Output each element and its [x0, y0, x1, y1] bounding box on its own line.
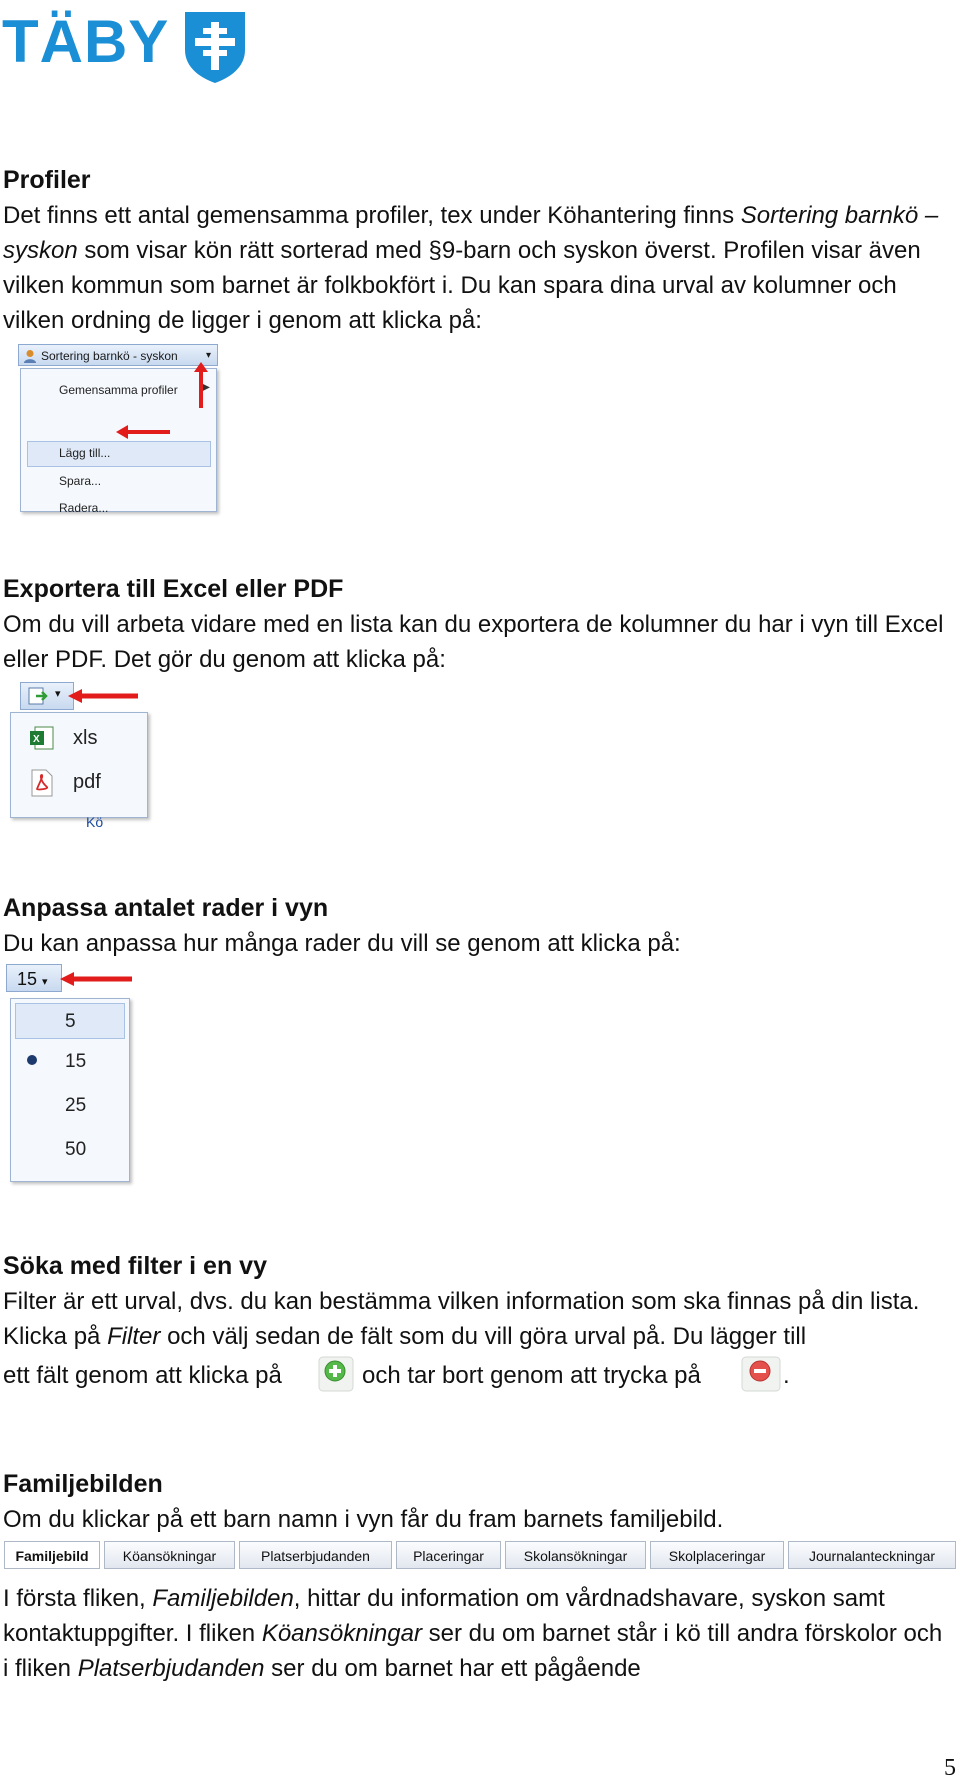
selected-bullet-icon [27, 1055, 37, 1065]
familj-paragraph-2 [3, 1581, 953, 1686]
export-button[interactable] [20, 682, 74, 710]
profile-dropdown-button[interactable] [18, 344, 218, 366]
familj-p2-b: Familjebilden [152, 1585, 294, 1612]
familj-p2-d: Köansökningar [261, 1620, 422, 1647]
menu-item-spara[interactable]: Spara... [59, 474, 102, 488]
menu-item-radera[interactable]: Radera... [59, 501, 109, 515]
profiler-text-a: Det finns ett antal gemensamma profiler, tex under Köhantering finns [3, 202, 741, 229]
profile-menu-screenshot [8, 340, 220, 515]
svg-text:X: X [33, 734, 40, 745]
filter-line-2 [3, 1358, 282, 1393]
column-header-ko: Kö [86, 814, 104, 830]
heading-familjebilden: Familjebilden [3, 1470, 163, 1498]
heading-exportera: Exportera till Excel eller PDF [3, 575, 344, 603]
familj-p2-g: ser du om barnet har ett pågående [264, 1655, 641, 1682]
rows-item-50[interactable]: 50 [65, 1139, 87, 1160]
filter-text-italic: Filter [107, 1323, 161, 1350]
profiler-paragraph [3, 198, 953, 338]
chevron-down-icon: ▾ [55, 688, 61, 700]
tab-familjebild[interactable]: Familjebild [4, 1541, 100, 1569]
profile-button-label: Sortering barnkö - syskon [41, 349, 178, 363]
heading-profiler: Profiler [3, 166, 91, 194]
familj-p2-c: , hittar du information om vårdnadshavare, syskon samt kontaktuppgifter. I fliken [3, 1585, 885, 1647]
profile-dropdown-menu [20, 368, 217, 515]
rows-item-15[interactable]: 15 [65, 1051, 87, 1072]
rows-item-5[interactable]: 5 [65, 1011, 76, 1032]
submenu-arrow-icon: ▶ [202, 382, 210, 393]
tab-skolplaceringar[interactable]: Skolplaceringar [650, 1541, 784, 1569]
filter-text-3: och välj sedan de fält som du vill göra urval på. Du lägger till [160, 1323, 807, 1350]
family-tabs-bar [4, 1541, 958, 1573]
filter-period: . [783, 1362, 790, 1389]
profiler-text-c: som visar kön rätt sorterad med §9-barn och syskon överst. Profilen visar även vilken kommun som barnet är folkbokfört i. Du kan spara dina urval av kolumner och vilken ordning de ligger i genom att klicka på: [3, 237, 921, 334]
red-arrow-up-icon [194, 362, 208, 408]
pdf-icon [29, 769, 55, 797]
anpassa-text: Du kan anpassa hur många rader du vill se genom att klicka på: [3, 930, 681, 957]
rows-dropdown-menu [10, 998, 130, 1182]
familj-p2-e: ser du om barnet står i kö till andra förskolor och i fliken [3, 1620, 943, 1682]
taby-logo-text: TÄBY [2, 8, 170, 75]
tab-platserbjudanden[interactable]: Platserbjudanden [239, 1541, 392, 1569]
rows-button-label: 15 [17, 969, 38, 989]
filter-text-4: ett fält genom att klicka på [3, 1362, 282, 1389]
add-field-icon [318, 1356, 354, 1392]
remove-field-icon [741, 1356, 781, 1392]
profiler-text-italic: Sortering barnkö – syskon [3, 202, 939, 264]
filter-text-5: och tar bort genom att trycka på [362, 1362, 701, 1389]
heading-filter: Söka med filter i en vy [3, 1252, 267, 1280]
rows-menu-screenshot [4, 962, 134, 1184]
filter-text-1: Filter är ett urval, dvs. du kan bestämma vilken information som ska finnas på din lista. Klicka på [3, 1288, 920, 1350]
excel-icon [29, 725, 55, 751]
tab-placeringar[interactable]: Placeringar [396, 1541, 501, 1569]
user-icon [23, 349, 37, 363]
export-dropdown-menu [10, 712, 148, 818]
menu-item-lagg-till[interactable]: Lägg till... [59, 446, 111, 460]
chevron-down-icon: ▾ [42, 976, 48, 988]
export-icon [28, 687, 48, 705]
red-arrow-left-icon [116, 425, 170, 439]
familj-p2-a: I första fliken, [3, 1585, 153, 1612]
filter-paragraph [3, 1284, 953, 1354]
red-arrow-left-icon [60, 972, 132, 986]
heading-anpassa: Anpassa antalet rader i vyn [3, 894, 329, 922]
tab-koansokningar[interactable]: Köansökningar [104, 1541, 235, 1569]
filter-line-2b [362, 1358, 701, 1393]
red-arrow-left-icon [68, 689, 138, 703]
export-item-pdf[interactable]: pdf [73, 771, 101, 793]
familj-text: Om du klickar på ett barn namn i vyn får du fram barnets familjebild. [3, 1506, 724, 1533]
taby-shield-logo [183, 10, 247, 84]
familj-p2-f: Platserbjudanden [77, 1655, 265, 1682]
tab-skolansokningar[interactable]: Skolansökningar [505, 1541, 646, 1569]
export-item-xls[interactable]: xls [73, 727, 98, 749]
page-number: 5 [944, 1755, 956, 1781]
export-menu-screenshot [2, 680, 160, 830]
menu-item-gemensamma-profiler[interactable]: Gemensamma profiler [59, 383, 178, 397]
menu-highlight [27, 441, 211, 467]
exportera-text: Om du vill arbeta vidare med en lista kan du exportera de kolumner du har i vyn till Excel eller PDF. Det gör du genom att klicka på: [3, 611, 944, 673]
rows-per-page-button[interactable] [6, 964, 62, 992]
tab-journalanteckningar[interactable]: Journalanteckningar [788, 1541, 956, 1569]
rows-item-25[interactable]: 25 [65, 1095, 87, 1116]
chevron-down-icon: ▾ [205, 350, 211, 361]
